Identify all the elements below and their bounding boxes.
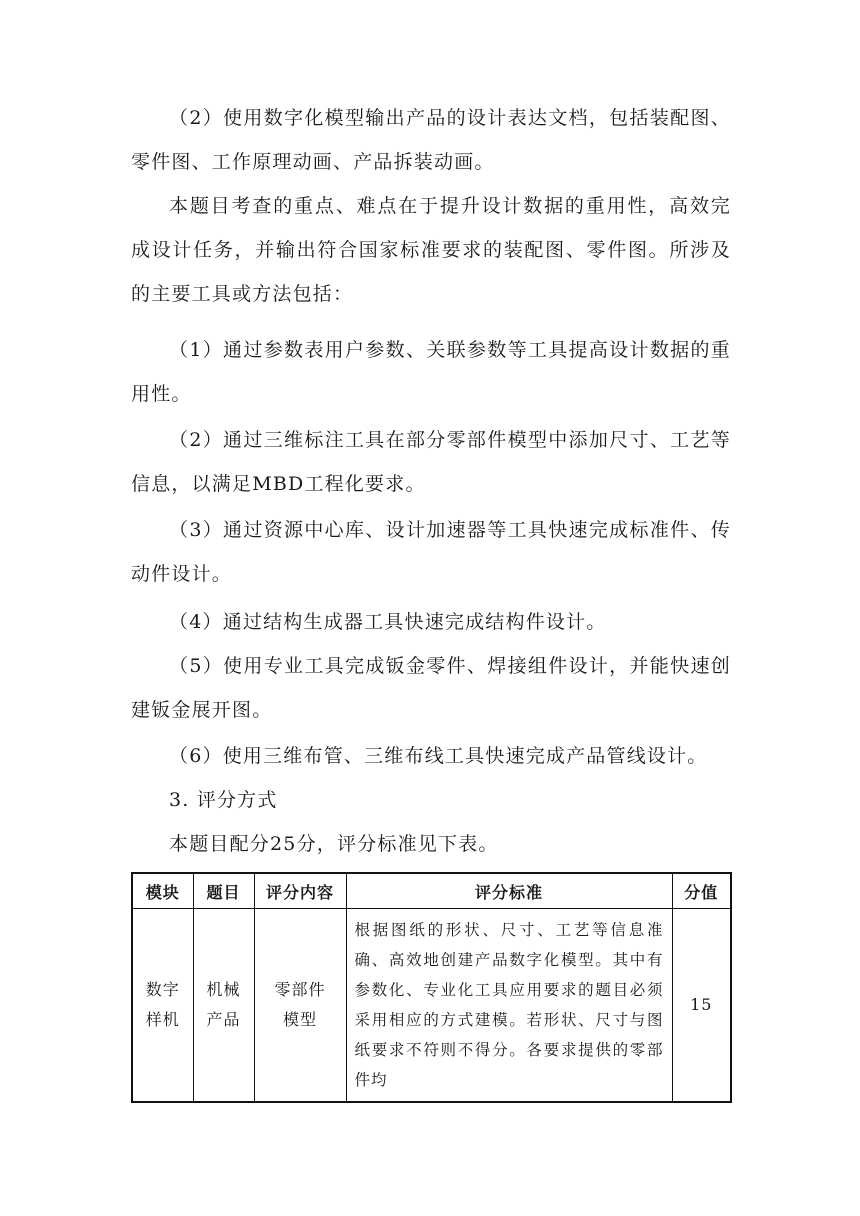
paragraph-item-2: （2）通过三维标注工具在部分零部件模型中添加尺寸、工艺等信息，以满足MBD工程化要求。 — [131, 429, 731, 495]
section-heading-scoring: 3. 评分方式 — [169, 789, 278, 811]
paragraph-item-3: （3）通过资源中心库、设计加速器等工具快速完成标准件、传动件设计。 — [131, 519, 731, 585]
paragraph-item-5: （5）使用专业工具完成钣金零件、焊接组件设计，并能快速创建钣金展开图。 — [131, 655, 731, 721]
cell-score: 15 — [672, 909, 731, 1103]
cell-topic: 机械产品 — [193, 909, 254, 1103]
paragraph-item-6: （6）使用三维布管、三维布线工具快速完成产品管线设计。 — [169, 745, 708, 767]
header-topic: 题目 — [193, 873, 254, 909]
cell-criteria: 根据图纸的形状、尺寸、工艺等信息准确、高效地创建产品数字化模型。其中有参数化、专业化工具应用要求的题目必须采用相应的方式建模。若形状、尺寸与图纸要求不符则不得分。各要求提供的零部件均 — [346, 909, 672, 1103]
paragraph-design-docs: （2）使用数字化模型输出产品的设计表达文档，包括装配图、零件图、工作原理动画、产品拆装动画。 — [131, 107, 731, 173]
paragraph-scoring-intro: 本题目配分25分，评分标准见下表。 — [169, 833, 499, 855]
header-module: 模块 — [132, 873, 193, 909]
paragraph-item-1: （1）通过参数表用户参数、关联参数等工具提高设计数据的重用性。 — [131, 339, 731, 405]
header-criteria: 评分标准 — [346, 873, 672, 909]
paragraph-key-points: 本题目考查的重点、难点在于提升设计数据的重用性，高效完成设计任务，并输出符合国家标准要求的装配图、零件图。所涉及的主要工具或方法包括： — [131, 195, 731, 305]
scoring-table — [131, 872, 732, 1103]
cell-module: 数字样机 — [132, 909, 193, 1103]
header-content: 评分内容 — [254, 873, 346, 909]
table-row — [132, 909, 731, 1103]
cell-content: 零部件模型 — [254, 909, 346, 1103]
paragraph-item-4: （4）通过结构生成器工具快速完成结构件设计。 — [169, 611, 607, 633]
table-header-row — [132, 873, 731, 909]
header-score: 分值 — [672, 873, 731, 909]
